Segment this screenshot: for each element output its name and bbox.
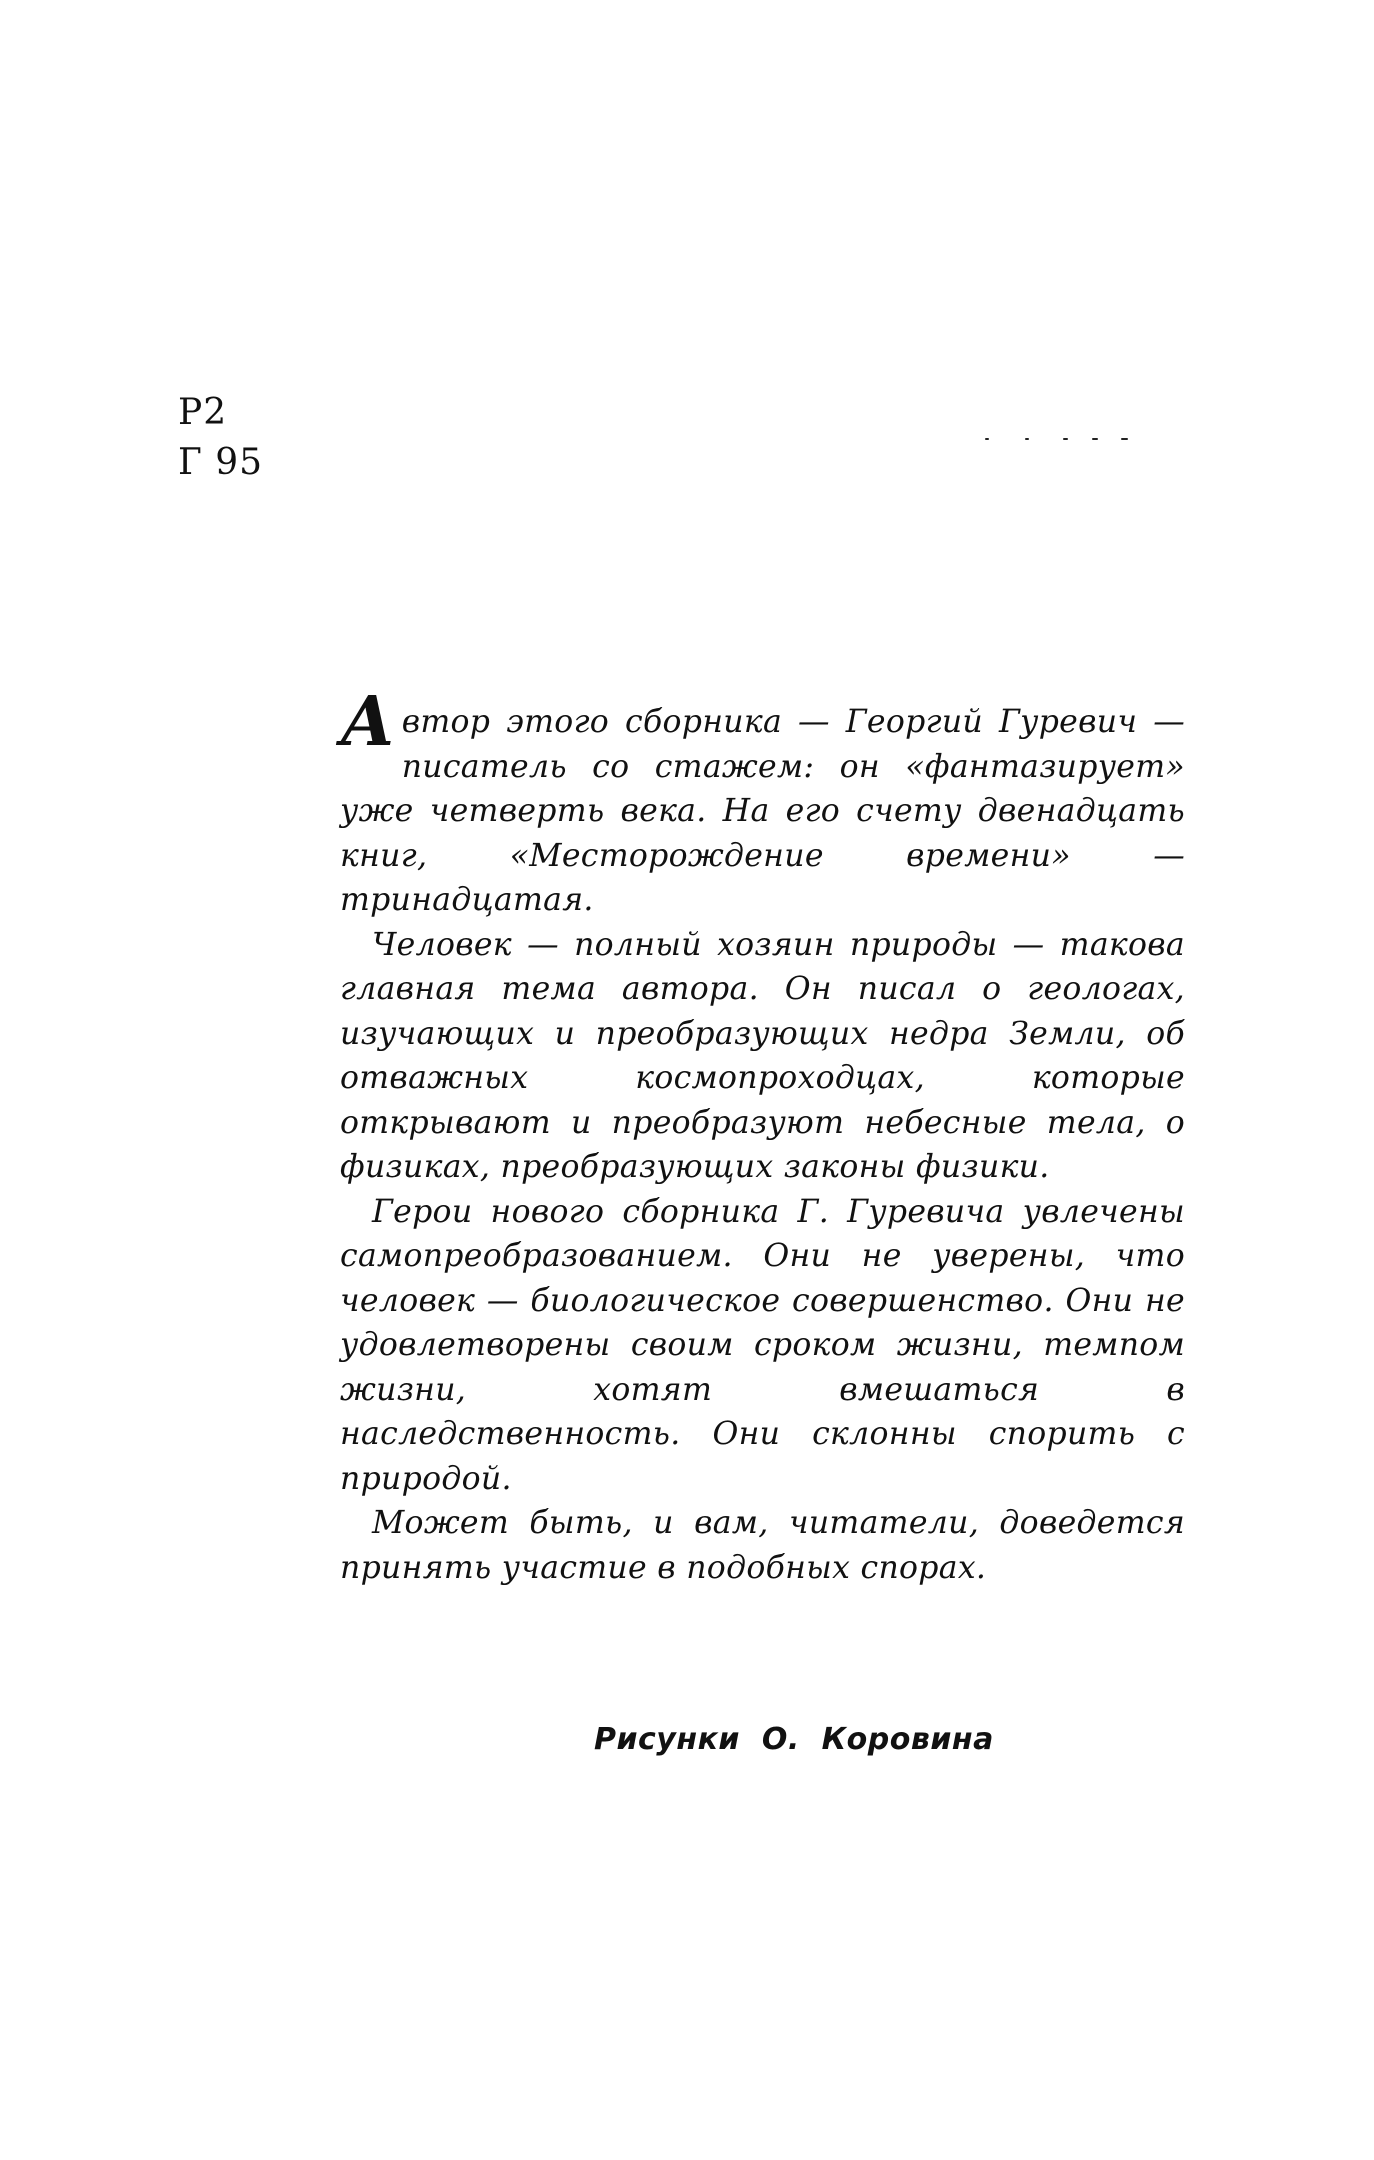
drop-cap: А (340, 682, 396, 762)
annotation-paragraph-1 (340, 682, 1185, 923)
catalog-code-line-2: Г 95 (178, 442, 264, 483)
catalog-code-line-1: Р2 (178, 392, 228, 433)
annotation-paragraph-2: Человек — полный хозяин природы — такова главная тема автора. Он писал о геологах, изучающих и преобразующих недра Земли, об отважных космопроходцах, которые открывают и преобразуют небесные тела, о физиках, преобразующих законы физики. (340, 926, 1185, 1185)
annotation-paragraph-1-text: втор этого сборника — Георгий Гуревич — писатель со стажем: он «фантазирует» уже четверть века. На его счету двенадцать книг, «Месторождение времени» — тринадцатая. (340, 704, 1185, 918)
book-annotation (340, 682, 1185, 1590)
annotation-paragraph-3: Герои нового сборника Г. Гуревича увлечены самопреобразованием. Они не уверены, что человек — биологическое совершенство. Они не удовлетворены своим сроком жизни, темпом жизни, хотят вмешаться в наследственность. Они склонны спорить с природой. (340, 1193, 1185, 1497)
print-specks (985, 434, 1135, 444)
library-catalog-code (178, 388, 263, 488)
annotation-paragraph-4: Может быть, и вам, читатели, доведется принять участие в подобных спорах. (340, 1505, 1185, 1586)
illustrator-credit: Рисунки О. Коровина (594, 1722, 994, 1757)
